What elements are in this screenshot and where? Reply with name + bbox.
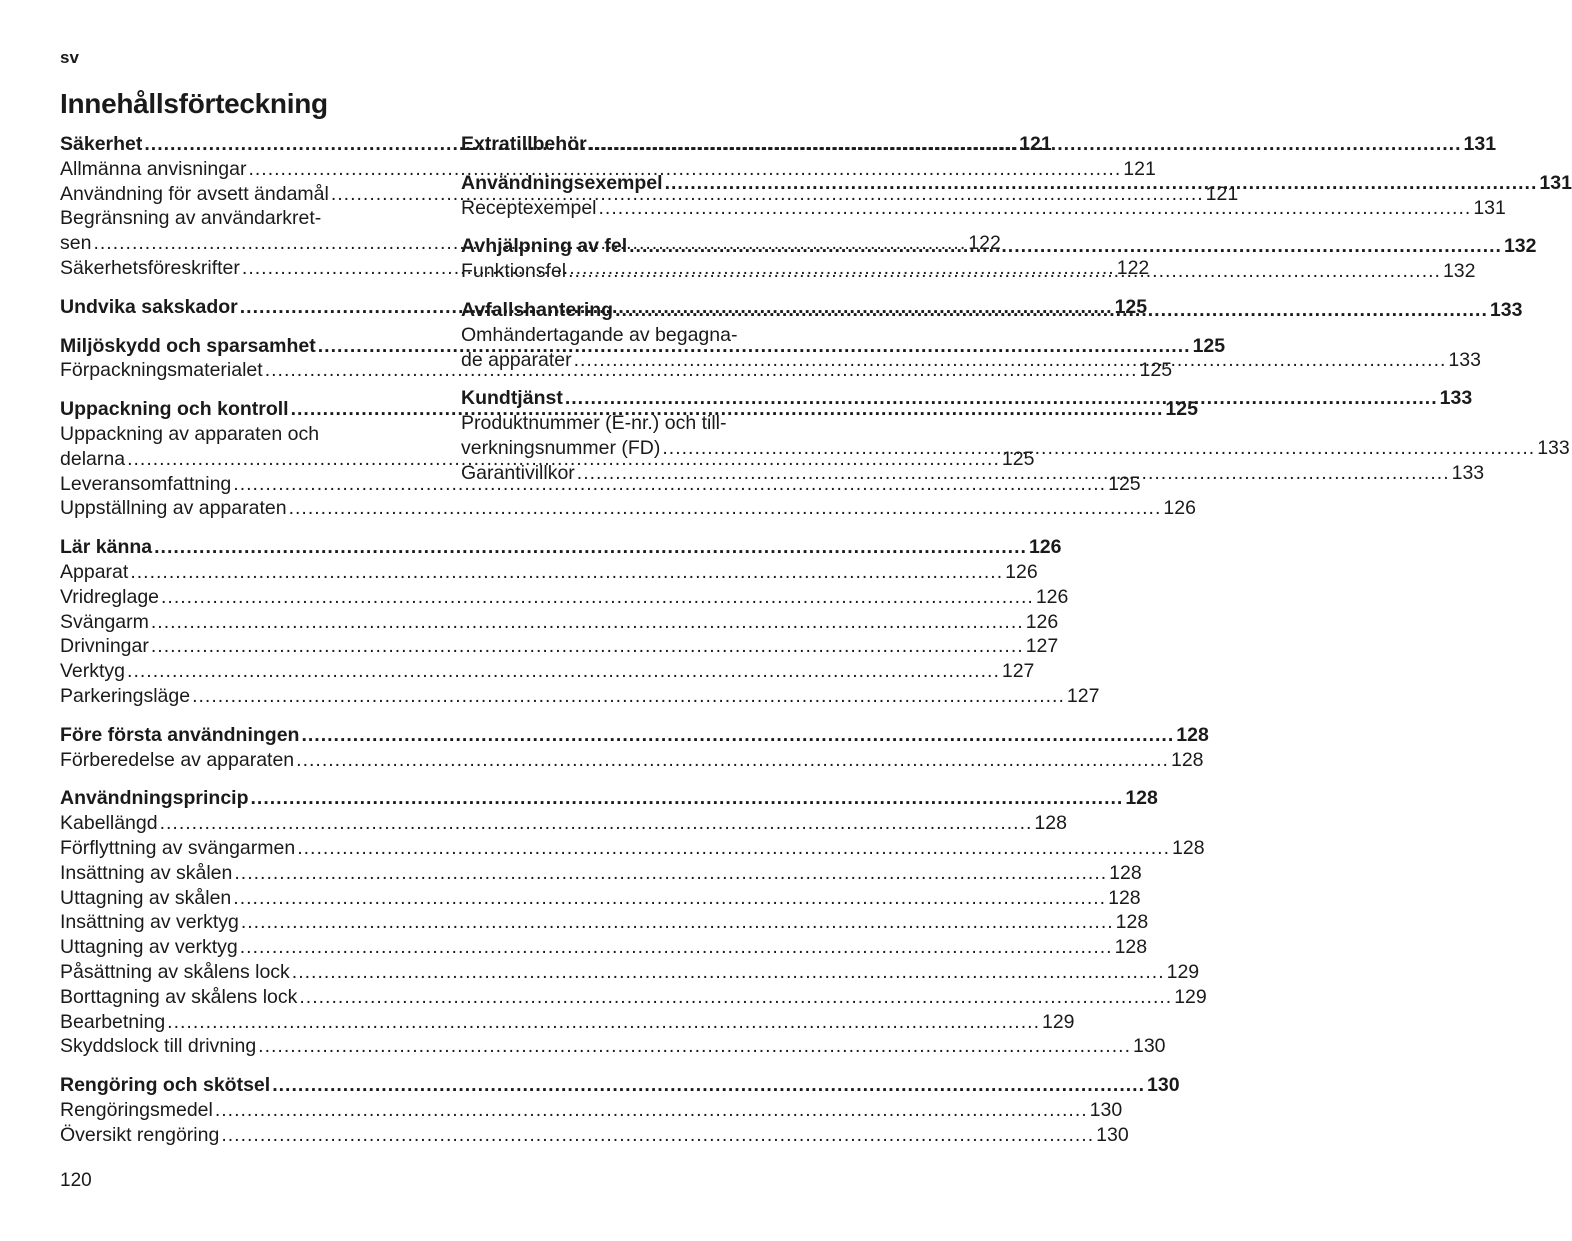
toc-heading-title: Före första användningen [60, 723, 300, 746]
page-ref: 126 [1035, 585, 1069, 608]
toc-entry[interactable] [60, 496, 1196, 521]
page-ref: 121 [1123, 157, 1156, 180]
leader-dots [151, 610, 1024, 635]
toc-entry[interactable] [60, 836, 1205, 861]
toc-entry-title: de apparater [461, 348, 572, 371]
toc-entry-first-line: Omhändertagande av begagna- [461, 323, 738, 346]
toc-entry-title: Användning för avsett ändamål [60, 182, 329, 205]
page-ref: 130 [1132, 1035, 1166, 1058]
leader-dots [167, 1010, 1040, 1035]
leader-dots [251, 786, 1124, 811]
leader-dots [615, 298, 1488, 323]
toc-entry-title: Uppställning av apparaten [60, 497, 287, 520]
toc-entry-title: Garantivillkor [461, 461, 575, 484]
toc-entry-first-line: Produktnummer (E-nr.) och till- [461, 412, 727, 435]
leader-dots [130, 560, 1003, 585]
leader-dots [241, 910, 1114, 935]
page-ref: 122 [1116, 256, 1150, 279]
leader-dots [299, 985, 1172, 1010]
page-ref: 128 [1176, 723, 1209, 746]
toc-section-larkanna [60, 535, 1100, 709]
page-ref: 128 [1170, 748, 1204, 771]
toc-entry[interactable] [60, 960, 1200, 985]
page-number: 120 [60, 1170, 92, 1191]
page-ref: 126 [1005, 560, 1038, 583]
toc-entry-title: Kabellängd [60, 812, 158, 835]
page-ref: 130 [1147, 1074, 1180, 1097]
toc-entry-title: Förflyttning av svängarmen [60, 836, 296, 859]
toc-heading-fore[interactable] [60, 723, 1209, 748]
toc-section-rengoring [60, 1073, 1180, 1147]
page-ref: 127 [1066, 684, 1100, 707]
page-ref: 128 [1109, 861, 1142, 884]
toc-heading-title: Lär känna [60, 536, 153, 559]
toc-heading-larkanna[interactable] [60, 535, 1062, 560]
leader-dots [296, 748, 1169, 773]
toc-heading-title: Rengöring och skötsel [60, 1074, 271, 1097]
toc-entry-title: Funktionsfel [461, 260, 567, 283]
leader-dots [662, 436, 1535, 461]
toc-entry-title: Drivningar [60, 635, 149, 658]
page-ref: 125 [1114, 295, 1148, 318]
toc-entry-title: Översikt rengöring [60, 1123, 220, 1146]
toc-entry-title: Borttagning av skålens lock [60, 985, 298, 1008]
leader-dots [234, 861, 1107, 886]
toc-entry-title: Rengöringsmedel [60, 1098, 213, 1121]
toc-entry-title: Bearbetning [60, 1010, 166, 1033]
page-ref: 128 [1115, 911, 1149, 934]
toc-entry[interactable] [60, 935, 1148, 960]
page-ref: 131 [1539, 171, 1572, 194]
page-ref: 126 [1163, 497, 1196, 520]
toc-entry[interactable] [60, 1034, 1166, 1059]
leader-dots [151, 634, 1024, 659]
leader-dots [568, 259, 1441, 284]
toc-entry[interactable] [60, 861, 1142, 886]
toc-heading-title: Kundtjänst [461, 387, 563, 410]
toc-entry-title: delarna [60, 447, 126, 470]
toc-heading-title: Extratillbehör [461, 133, 587, 155]
toc-entry-title: Vridreglage [60, 585, 160, 608]
page-ref: 131 [1473, 196, 1506, 219]
leader-dots [289, 496, 1162, 521]
page-ref: 132 [1442, 260, 1476, 283]
page-ref: 128 [1108, 886, 1141, 909]
toc-entry[interactable] [461, 196, 1506, 221]
leader-dots [161, 585, 1034, 610]
page-ref: 125 [1001, 447, 1035, 470]
toc-entry-title: Uttagning av skålen [60, 886, 232, 909]
leader-dots [577, 461, 1450, 486]
toc-entry-title: Påsättning av skålens lock [60, 960, 290, 983]
leader-dots [233, 886, 1106, 911]
toc-entry[interactable] [60, 610, 1059, 635]
toc-entry[interactable] [60, 811, 1067, 836]
page-ref: 128 [1114, 936, 1148, 959]
page-ref: 133 [1448, 348, 1481, 371]
leader-dots [154, 535, 1027, 560]
toc-entry[interactable] [60, 585, 1069, 610]
leader-dots [160, 811, 1033, 836]
page-ref: 128 [1172, 836, 1205, 859]
leader-dots [127, 659, 1000, 684]
toc-heading-title: Uppackning och kontroll [60, 398, 289, 421]
toc-heading-title: Användningsprincip [60, 787, 249, 810]
leader-dots [629, 234, 1502, 259]
toc-entry-title: Skyddslock till drivning [60, 1035, 257, 1058]
toc-entry-first-line: Uppackning av apparaten och [60, 422, 320, 445]
toc-entry-first-line: Begränsning av användarkret- [60, 207, 322, 230]
toc-heading-princip[interactable] [60, 786, 1158, 811]
leader-dots [221, 1123, 1094, 1148]
toc-entry-title: verkningsnummer (FD) [461, 436, 661, 459]
page-ref: 127 [1025, 635, 1059, 658]
toc-entry[interactable] [60, 1098, 1123, 1123]
toc-entry-title: Apparat [60, 560, 129, 583]
page-ref: 129 [1166, 960, 1200, 983]
toc-heading-title: Avfallshantering [461, 298, 614, 321]
toc-entry-title: Verktyg [60, 660, 126, 683]
toc-heading-title: Undvika sakskador [60, 295, 238, 318]
toc-entry-title: Svängarm [60, 610, 149, 633]
toc-entry[interactable] [60, 1123, 1129, 1148]
page-ref: 131 [1463, 133, 1497, 155]
toc-entry[interactable] [60, 985, 1207, 1010]
page-ref: 133 [1451, 461, 1485, 484]
leader-dots [574, 348, 1447, 373]
toc-entry[interactable] [60, 157, 1156, 182]
toc-entry-title: Allmänna anvisningar [60, 157, 247, 180]
toc-entry[interactable] [60, 560, 1038, 585]
toc-entry[interactable] [60, 1010, 1075, 1035]
leader-dots [589, 132, 1462, 157]
page-ref: 133 [1439, 387, 1473, 410]
page-ref: 122 [968, 232, 1001, 255]
toc-heading-title: Miljöskydd och sparsamhet [60, 334, 316, 357]
page-ref: 121 [1205, 182, 1239, 205]
toc-heading-title: Avhjälpning av fel [461, 235, 628, 258]
toc-entry[interactable] [60, 748, 1204, 773]
leader-dots [215, 1098, 1088, 1123]
toc-entry-title: Uttagning av verktyg [60, 936, 238, 959]
page-ref: 121 [1019, 133, 1052, 155]
page-ref: 125 [1108, 472, 1141, 495]
leader-dots [565, 386, 1438, 411]
toc-entry-title: Insättning av skålen [60, 861, 233, 884]
toc-heading-title: Säkerhet [60, 133, 143, 155]
toc-entry-title: sen [60, 232, 92, 255]
page-ref: 130 [1096, 1123, 1129, 1146]
toc-entry-title: Förberedelse av apparaten [60, 748, 295, 771]
toc-entry-title: Leveransomfattning [60, 472, 232, 495]
toc-entry-title: Parkeringsläge [60, 684, 191, 707]
toc-entry[interactable] [60, 886, 1141, 911]
leader-dots [192, 684, 1065, 709]
toc-entry[interactable] [60, 659, 1035, 684]
toc-entry[interactable] [60, 910, 1149, 935]
toc-entry-title: Säkerhetsföreskrifter [60, 256, 240, 279]
page-ref: 128 [1125, 787, 1158, 810]
toc-entry-title: Insättning av verktyg [60, 911, 239, 934]
page-ref: 125 [1192, 334, 1226, 357]
toc-entry-title: Receptexempel [461, 196, 597, 219]
language-code: sv [60, 48, 79, 67]
page-ref: 133 [1537, 436, 1570, 459]
toc-entry[interactable] [60, 634, 1059, 659]
page-ref: 127 [1001, 660, 1035, 683]
page-ref: 129 [1041, 1010, 1075, 1033]
leader-dots [599, 196, 1472, 221]
toc-entry-title: Förpackningsmaterialet [60, 359, 263, 382]
toc-section-fore [60, 723, 1209, 773]
page-title: Innehållsförteckning [60, 88, 328, 119]
toc-heading-rengoring[interactable] [60, 1073, 1180, 1098]
page-ref: 129 [1174, 985, 1207, 1008]
leader-dots [258, 1034, 1131, 1059]
leader-dots [292, 960, 1165, 985]
page-ref: 126 [1028, 536, 1062, 559]
page-ref: 125 [1139, 359, 1173, 382]
page-ref: 133 [1489, 298, 1523, 321]
page-ref: 128 [1034, 812, 1067, 835]
leader-dots [665, 171, 1538, 196]
page-ref: 130 [1089, 1098, 1123, 1121]
page-ref: 125 [1165, 398, 1198, 421]
page-ref: 126 [1025, 610, 1059, 633]
toc-section-princip [60, 786, 1207, 1059]
page-ref: 132 [1503, 235, 1537, 258]
leader-dots [297, 836, 1170, 861]
toc-entry[interactable] [60, 684, 1100, 709]
toc-heading-title: Användningsexempel [461, 171, 663, 194]
leader-dots [240, 935, 1113, 960]
leader-dots [272, 1073, 1145, 1098]
leader-dots [301, 723, 1174, 748]
